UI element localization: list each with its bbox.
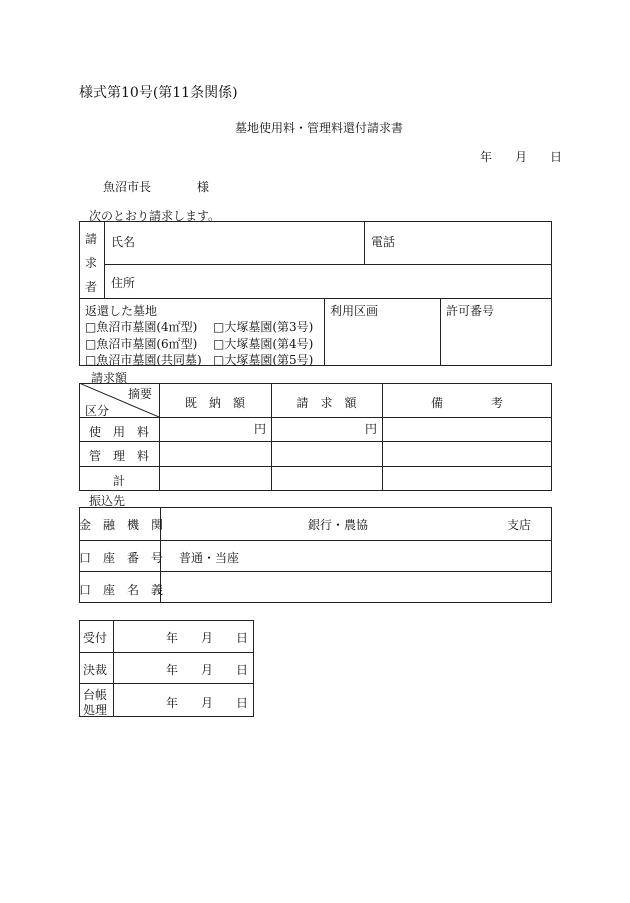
row-total: 計 bbox=[112, 474, 125, 488]
yen-unit-paid: 円 bbox=[254, 422, 267, 436]
office-receipt-day: 日 bbox=[236, 631, 249, 645]
bank-type: 銀行・農協 bbox=[308, 518, 369, 532]
plot-option[interactable]: □大塚墓園(第3号) bbox=[213, 320, 314, 334]
addressee-name: 魚沼市長 bbox=[103, 180, 152, 194]
diag-top-label: 摘要 bbox=[128, 387, 153, 401]
office-ledger-label-2: 処理 bbox=[83, 703, 108, 717]
office-approval-year: 年 bbox=[166, 663, 179, 677]
office-ledger-label: 台帳 bbox=[83, 688, 108, 702]
plot-option[interactable]: □魚沼市墓園(4㎡型) bbox=[85, 320, 198, 334]
office-approval-label: 決裁 bbox=[83, 663, 108, 677]
plot-heading: 返還した墓地 bbox=[85, 304, 158, 318]
intro-text: 次のとおり請求します。 bbox=[89, 209, 221, 223]
yen-unit-claim: 円 bbox=[365, 422, 378, 436]
page-title: 墓地使用料・管理料還付請求書 bbox=[235, 121, 404, 135]
account-number-label: 口 座 番 号 bbox=[79, 551, 164, 565]
bank-label: 金 融 機 関 bbox=[79, 518, 164, 532]
branch-label: 支店 bbox=[507, 518, 532, 532]
row-usage-fee: 使 用 料 bbox=[88, 425, 149, 439]
col-note-header: 備 考 bbox=[430, 396, 503, 410]
office-approval-month: 月 bbox=[201, 663, 214, 677]
date-day-label: 日 bbox=[550, 150, 563, 164]
account-holder-label: 口 座 名 義 bbox=[79, 583, 164, 597]
address-field-label: 住所 bbox=[111, 276, 136, 290]
form-number: 様式第10号(第11条関係) bbox=[79, 85, 238, 101]
claim-heading: 請求額 bbox=[91, 371, 128, 385]
plot-option[interactable]: □大塚墓園(第5号) bbox=[213, 353, 314, 367]
office-receipt-month: 月 bbox=[201, 631, 214, 645]
account-type: 普通・当座 bbox=[179, 551, 240, 565]
name-field-label: 氏名 bbox=[111, 235, 136, 249]
row-management-fee: 管 理 料 bbox=[88, 449, 149, 463]
applicant-char-3: 者 bbox=[85, 280, 98, 294]
diag-bottom-label: 区分 bbox=[85, 404, 110, 418]
permit-label: 許可番号 bbox=[446, 304, 495, 318]
area-label: 利用区画 bbox=[330, 304, 379, 318]
office-approval-day: 日 bbox=[236, 663, 249, 677]
col-claim-header: 請 求 額 bbox=[296, 396, 357, 410]
applicant-char-1: 請 bbox=[85, 232, 98, 246]
date-month-label: 月 bbox=[515, 150, 528, 164]
transfer-heading: 振込先 bbox=[89, 494, 126, 508]
date-year-label: 年 bbox=[480, 150, 493, 164]
office-receipt-year: 年 bbox=[166, 631, 179, 645]
addressee-honorific: 様 bbox=[197, 180, 210, 194]
plot-option[interactable]: □魚沼市墓園(共同墓) bbox=[85, 353, 202, 367]
plot-option[interactable]: □大塚墓園(第4号) bbox=[213, 337, 314, 351]
col-paid-header: 既 納 額 bbox=[184, 396, 245, 410]
office-ledger-year: 年 bbox=[166, 696, 179, 710]
applicant-char-2: 求 bbox=[85, 256, 98, 270]
office-ledger-day: 日 bbox=[236, 696, 249, 710]
office-ledger-month: 月 bbox=[201, 696, 214, 710]
plot-option[interactable]: □魚沼市墓園(6㎡型) bbox=[85, 337, 198, 351]
office-receipt-label: 受付 bbox=[83, 631, 108, 645]
phone-field-label: 電話 bbox=[371, 235, 396, 249]
